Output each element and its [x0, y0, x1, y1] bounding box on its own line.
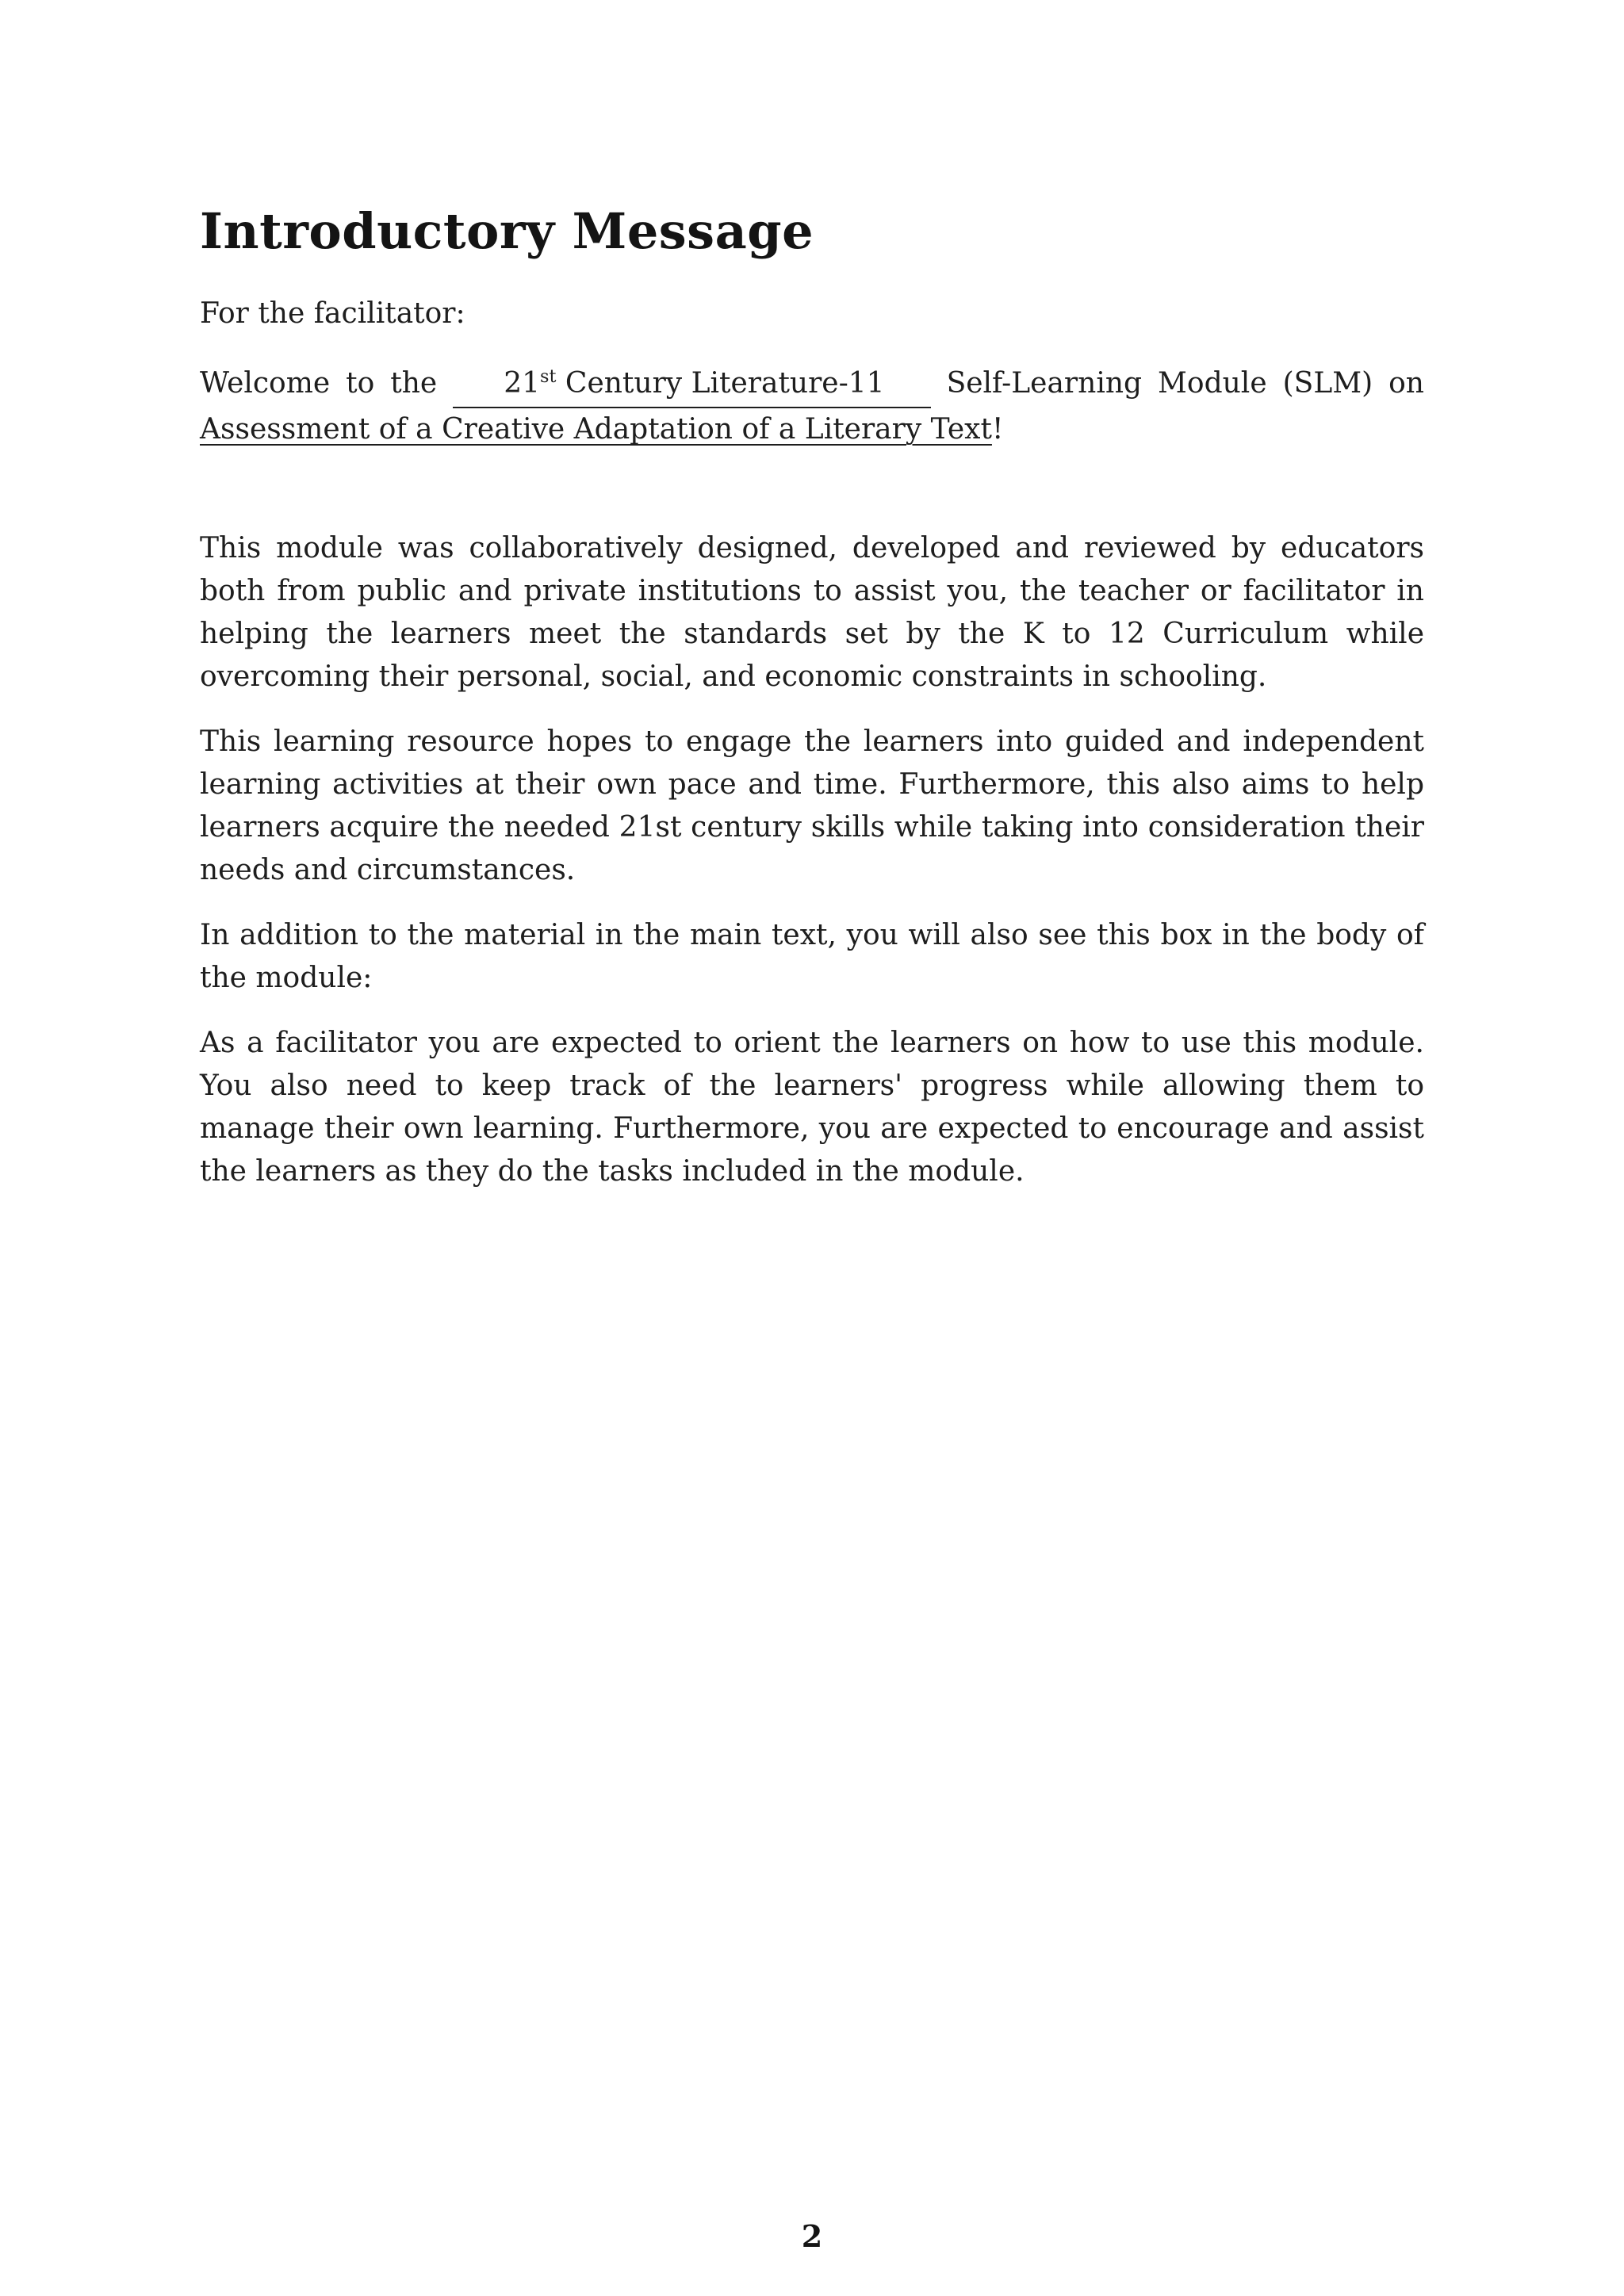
paragraph-module-design: This module was collaboratively designed, developed and reviewed by educators both from public and private institutions to assist you, the teacher or facilitator in helping the learners meet the standards set by the K to 12 Curriculum while overcoming their personal, social, and economic constraints in schooling. — [200, 532, 1424, 694]
course-name-blank — [453, 362, 930, 408]
page-content — [200, 202, 1424, 1215]
paragraph-facilitator-role: As a facilitator you are expected to orient the learners on how to use this module. You also need to keep track of the learners' progress while allowing them to manage their own learning. Furthermore, you are expected to encourage and assist the learners as they do the tasks included in the module. — [200, 1027, 1424, 1188]
welcome-prefix: Welcome to the — [200, 367, 438, 400]
welcome-middle: Self-Learning Module (SLM) on — [946, 367, 1424, 400]
paragraph-box-note: In addition to the material in the main text, you will also see this box in the body of the module: — [200, 919, 1424, 995]
course-number: 21 — [504, 367, 541, 400]
course-rest: Century Literature-11 — [556, 367, 885, 400]
page-title: Introductory Message — [200, 202, 814, 260]
welcome-suffix: ! — [991, 413, 1004, 446]
salutation: For the facilitator: — [200, 297, 465, 331]
module-title: Assessment of a Creative Adaptation of a Literary Text — [200, 413, 992, 446]
welcome-paragraph — [200, 362, 1424, 451]
course-ordinal: st — [540, 366, 557, 388]
paragraph-learning-resource: This learning resource hopes to engage the learners into guided and independent learning activities at their own pace and time. Furthermore, this also aims to help learners acquire the needed 21st century skills while taking into consideration their needs and circumstances. — [200, 725, 1424, 887]
page-number: 2 — [801, 2218, 823, 2254]
